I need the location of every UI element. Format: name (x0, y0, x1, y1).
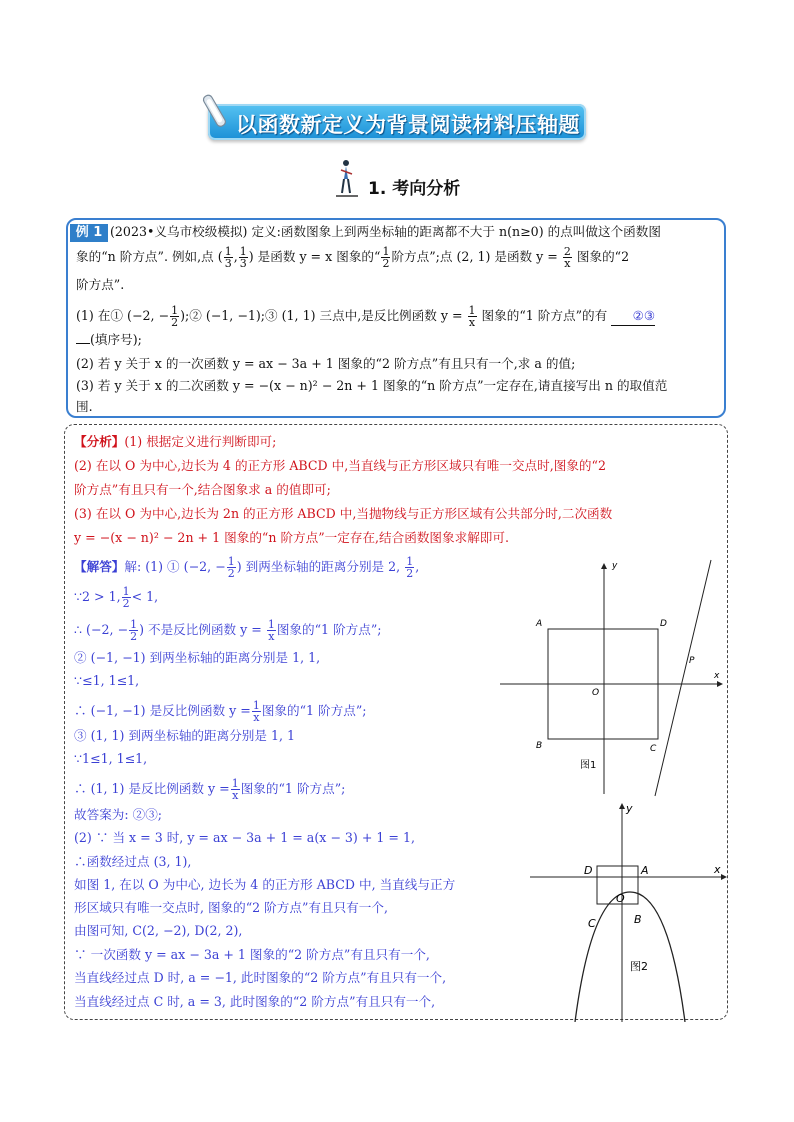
label-C: C (650, 744, 657, 754)
fraction: $\frac{1}{2}$ (171, 304, 179, 329)
fraction: $\frac{1}{2}$ (406, 555, 414, 580)
solution-line-3: ∴ (−2, − $\frac{1}{2}$ ) 不是反比例函数 y = $\frac{1}{x}$ 图象的“1 阶方点”; (74, 618, 382, 643)
label-B: B (536, 741, 543, 751)
fraction: $\frac{1}{2}$ (130, 618, 138, 643)
fraction: $\frac{1}{3}$ (224, 245, 232, 270)
title-banner (208, 104, 586, 140)
solution-line-17: 当直线经过点 D 时, a = −1, 此时图象的“2 阶方点”有且只有一个, (74, 970, 447, 985)
solution-line-13: 如图 1, 在以 O 为中心, 边长为 4 的正方形 ABCD 中, 当直线与正方 (74, 877, 456, 892)
example-tag: 例 1 (70, 224, 108, 242)
solution-line-6: ∴ (−1, −1) 是反比例函数 y = $\frac{1}{x}$ 图象的“1 阶方点”; (74, 699, 367, 724)
fig2-caption: 图2 (630, 960, 648, 973)
fraction: $\frac{1}{x}$ (267, 618, 275, 643)
solution-line-16: ∵ 一次函数 y = ax − 3a + 1 图象的“2 阶方点”有且只有一个, (74, 947, 430, 962)
solution-line-7: ③ (1, 1) 到两坐标轴的距离分别是 1, 1 (74, 728, 296, 743)
solution-line-5: ∵≤1, 1≤1, (74, 673, 140, 688)
example-line-6: (2) 若 y 关于 x 的一次函数 y = ax − 3a + 1 图象的“2 阶方点”有且只有一个,求 a 的值; (76, 356, 576, 371)
label-D: D (660, 619, 667, 629)
solution-line-8: ∵1≤1, 1≤1, (74, 751, 148, 766)
fraction: $\frac{2}{x}$ (563, 245, 571, 270)
analysis-line-5: y = −(x − n)² − 2n + 1 图象的“n 阶方点”一定存在,结合函数图象求解即可. (74, 530, 510, 545)
solution-line-12: ∴函数经过点 (3, 1), (74, 854, 192, 869)
solution-line-11: (2) ∵ 当 x = 3 时, y = ax − 3a + 1 = a(x − 3) + 1 = 1, (74, 830, 415, 845)
fraction: $\frac{1}{x}$ (252, 699, 260, 724)
label-D: D (584, 864, 593, 877)
fraction: $\frac{1}{2}$ (382, 245, 390, 270)
y-label: y (612, 561, 618, 571)
label-O: O (592, 688, 600, 698)
fraction: $\frac{1}{x}$ (231, 777, 239, 802)
example-line-3: 阶方点”. (76, 277, 125, 292)
answer-blank: ②③ (611, 307, 655, 326)
solution-line-10: 故答案为: ②③; (74, 807, 163, 822)
line-graph (655, 560, 711, 796)
fraction: $\frac{1}{x}$ (468, 304, 476, 329)
example-line-7: (3) 若 y 关于 x 的二次函数 y = −(x − n)² − 2n + 1 图象的“n 阶方点”一定存在,请直接写出 n 的取值范 (76, 378, 668, 393)
solution-line-9: ∴ (1, 1) 是反比例函数 y = $\frac{1}{x}$ 图象的“1 阶方点”; (74, 777, 346, 802)
label-C: C (588, 917, 596, 930)
banner-title: 以函数新定义为背景阅读材料压轴题 (236, 113, 580, 137)
figure-2 (530, 800, 730, 1022)
label-O: O (616, 892, 625, 905)
example-line-1: (2023•义乌市校级模拟) 定义:函数图象上到两坐标轴的距离都不大于 n(n≥0) 的点叫做这个函数图 (110, 224, 661, 239)
fig1-caption: 图1 (580, 760, 597, 771)
label-B: B (634, 913, 642, 926)
label-A: A (536, 619, 543, 629)
figure-icon (332, 157, 360, 199)
example-line-2: 象的“n 阶方点”. 例如,点 ( $\frac{1}{3}$ , $\frac{1}{3}$ ) 是函数 y = x 图象的“ $\frac{1}{2}$ 阶方点”;点 (2, 1) 是函数 y = $\frac{2}{x}$ 图象的“2 (76, 245, 630, 270)
x-label: x (714, 671, 720, 681)
pin-icon (200, 92, 230, 132)
analysis-line-4: (3) 在以 O 为中心,边长为 2n 的正方形 ABCD 中,当抛物线与正方形区域有公共部分时,二次函数 (74, 506, 613, 521)
example-line-4: (1) 在① (−2, − $\frac{1}{2}$ );② (−1, −1);③ (1, 1) 三点中,是反比例函数 y = $\frac{1}{x}$ 图象的“1 阶方点”的有 ②③ (76, 304, 656, 329)
label-A: A (641, 864, 649, 877)
solution-line-4: ② (−1, −1) 到两坐标轴的距离分别是 1, 1, (74, 650, 321, 665)
solution-line-14: 形区域只有唯一交点时, 图象的“2 阶方点”有且只有一个, (74, 900, 388, 915)
example-line-8: 围. (76, 399, 93, 414)
solution-line-1: 【解答】解: (1) ① (−2, − $\frac{1}{2}$ ) 到两坐标轴的距离分别是 2, $\frac{1}{2}$ , (74, 555, 420, 580)
example-line-5: (填序号); (76, 331, 142, 349)
analysis-line-3: 阶方点”有且只有一个,结合图象求 a 的值即可; (74, 482, 331, 497)
analysis-line-2: (2) 在以 O 为中心,边长为 4 的正方形 ABCD 中,当直线与正方形区域只有唯一交点时,图象的“2 (74, 458, 606, 473)
solution-line-18: 当直线经过点 C 时, a = 3, 此时图象的“2 阶方点”有且只有一个, (74, 994, 436, 1009)
parabola (575, 892, 685, 1022)
fraction: $\frac{1}{3}$ (239, 245, 247, 270)
fraction: $\frac{1}{2}$ (122, 585, 130, 610)
fraction: $\frac{1}{2}$ (227, 555, 235, 580)
x-label: x (714, 863, 721, 876)
analysis-line-1: 【分析】(1) 根据定义进行判断即可; (74, 434, 277, 449)
solution-line-15: 由图可知, C(2, −2), D(2, 2), (74, 923, 243, 938)
section-title: 1. 考向分析 (368, 179, 461, 199)
figure-1 (498, 556, 730, 800)
y-label: y (626, 802, 633, 815)
solution-line-2: ∵2 > 1, $\frac{1}{2}$ < 1, (74, 585, 159, 610)
label-P: P (689, 656, 695, 666)
